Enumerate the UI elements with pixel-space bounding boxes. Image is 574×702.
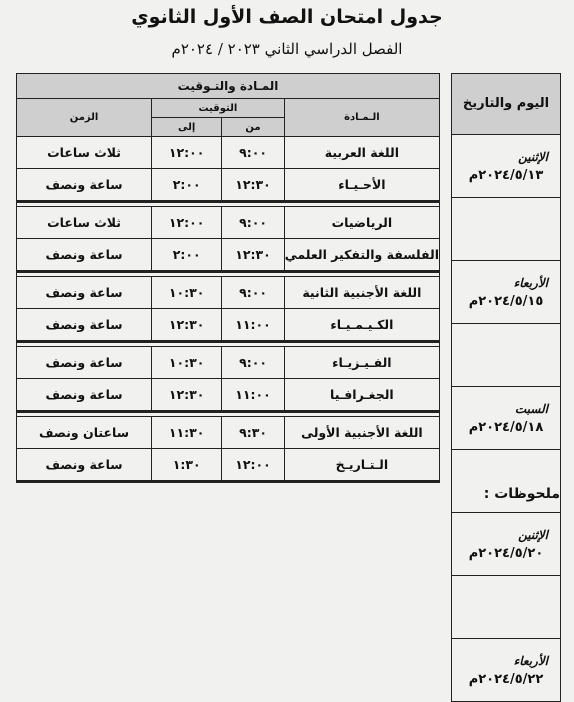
subject-cell: الجغـرافـيا: [284, 379, 439, 412]
day-name: السبت: [514, 401, 548, 416]
from-cell: ١٢:٠٠: [222, 449, 284, 482]
from-cell: ٩:٠٠: [222, 137, 284, 169]
duration-cell: ساعتان ونصف: [17, 417, 152, 449]
day-date: ٢٠٢٤/٥/١٥م: [468, 293, 544, 309]
table-row: [17, 347, 440, 379]
day-row: [452, 513, 561, 576]
table-row: [17, 207, 440, 239]
page-title: جدول امتحان الصف الأول الثانوي: [131, 6, 443, 28]
day-row: [452, 639, 561, 702]
duration-cell: ثلاث ساعات: [17, 207, 152, 239]
duration-cell: ثلاث ساعات: [17, 137, 152, 169]
to-header: إلى: [152, 118, 222, 137]
subject-header: الـمـادة: [284, 99, 439, 137]
table-row: [17, 277, 440, 309]
to-cell: ١٠:٣٠: [152, 347, 222, 379]
day-spacer: [452, 576, 561, 639]
table-row: [17, 449, 440, 482]
day-date-header: اليوم والتاريخ: [452, 74, 561, 135]
day-cell: [452, 513, 561, 576]
duration-cell: ساعة ونصف: [17, 347, 152, 379]
subject-cell: الفـيـزيـاء: [284, 347, 439, 379]
table-row: [17, 309, 440, 342]
from-cell: ٩:٠٠: [222, 347, 284, 379]
subject-cell: الفلسفة والتفكير العلمي: [284, 239, 439, 272]
subject-cell: اللغة الأجنبية الثانية: [284, 277, 439, 309]
day-cell: [452, 261, 561, 324]
to-cell: ١١:٣٠: [152, 417, 222, 449]
day-date: ٢٠٢٤/٥/١٨م: [468, 419, 544, 435]
day-name: الأربعاء: [513, 653, 548, 668]
from-cell: ٩:٣٠: [222, 417, 284, 449]
from-header: من: [222, 118, 284, 137]
from-cell: ١١:٠٠: [222, 309, 284, 342]
from-cell: ٩:٠٠: [222, 277, 284, 309]
from-cell: ١١:٠٠: [222, 379, 284, 412]
day-name: الأربعاء: [513, 275, 548, 290]
to-cell: ١٢:٣٠: [152, 309, 222, 342]
duration-cell: ساعة ونصف: [17, 169, 152, 202]
day-row: [452, 387, 561, 450]
subject-cell: اللغة الأجنبية الأولى: [284, 417, 439, 449]
duration-cell: ساعة ونصف: [17, 449, 152, 482]
day-spacer: [452, 198, 561, 261]
from-cell: ١٢:٣٠: [222, 169, 284, 202]
to-cell: ١:٣٠: [152, 449, 222, 482]
table-row: [17, 239, 440, 272]
to-cell: ١٠:٣٠: [152, 277, 222, 309]
day-cell: [452, 387, 561, 450]
day-date: ٢٠٢٤/٥/١٣م: [468, 167, 544, 183]
day-date: ٢٠٢٤/٥/٢٢م: [468, 671, 544, 687]
day-spacer: [452, 450, 561, 513]
day-row: [452, 135, 561, 198]
from-cell: ٩:٠٠: [222, 207, 284, 239]
to-cell: ٢:٠٠: [152, 169, 222, 202]
day-name: الإثنين: [518, 149, 548, 164]
day-cell: [452, 639, 561, 702]
subject-cell: الـتـاريـخ: [284, 449, 439, 482]
day-row: [452, 261, 561, 324]
table-row: [17, 169, 440, 202]
day-date: ٢٠٢٤/٥/٢٠م: [468, 545, 544, 561]
duration-header: الزمن: [17, 99, 152, 137]
schedule-table: [16, 73, 440, 483]
day-cell: [452, 135, 561, 198]
to-cell: ٢:٠٠: [152, 239, 222, 272]
duration-cell: ساعة ونصف: [17, 379, 152, 412]
to-cell: ١٢:٠٠: [152, 207, 222, 239]
subject-cell: الرياضيات: [284, 207, 439, 239]
subject-cell: اللغة العربية: [284, 137, 439, 169]
day-name: الإثنين: [518, 527, 548, 542]
subject-and-time-header: المـادة والتـوقيت: [17, 74, 440, 99]
duration-cell: ساعة ونصف: [17, 309, 152, 342]
to-cell: ١٢:٣٠: [152, 379, 222, 412]
table-row: [17, 137, 440, 169]
from-cell: ١٢:٣٠: [222, 239, 284, 272]
subject-cell: الأحـيـاء: [284, 169, 439, 202]
timing-header: التوقيت: [152, 99, 285, 118]
table-row: [17, 379, 440, 412]
to-cell: ١٢:٠٠: [152, 137, 222, 169]
table-row: [17, 417, 440, 449]
duration-cell: ساعة ونصف: [17, 239, 152, 272]
day-spacer: [452, 324, 561, 387]
duration-cell: ساعة ونصف: [17, 277, 152, 309]
subject-cell: الكـيـمـيـاء: [284, 309, 439, 342]
days-table: [451, 73, 561, 702]
page-subtitle: الفصل الدراسي الثاني ٢٠٢٣ / ٢٠٢٤م: [171, 40, 403, 58]
notes-label: ملحوظات :: [483, 486, 560, 502]
